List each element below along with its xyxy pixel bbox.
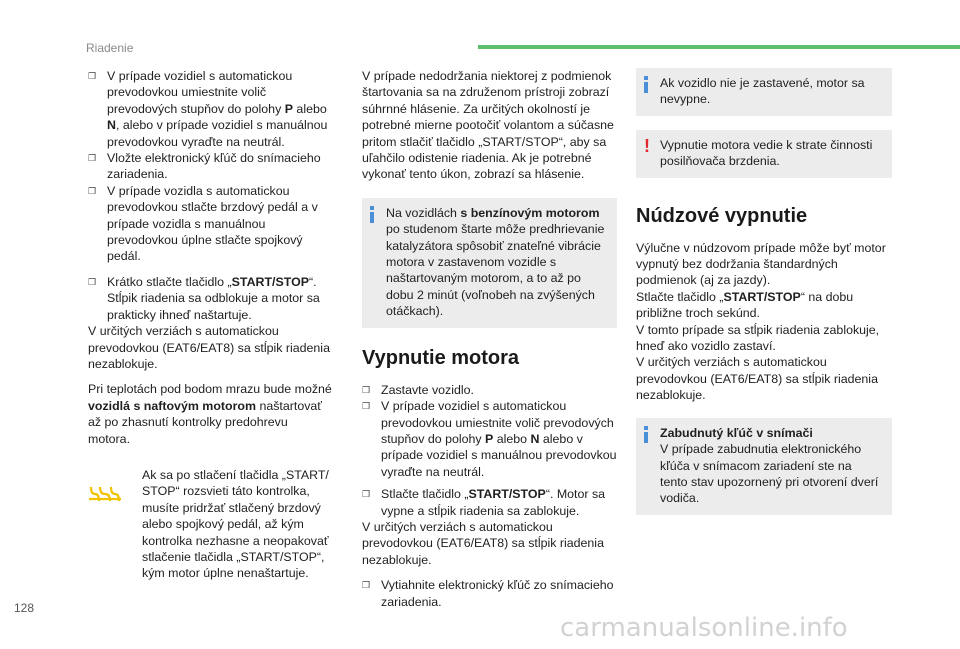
list-item: ❒ Vytiahnite elektronický kľúč zo snímacieho zariadenia. <box>362 578 614 609</box>
warning-icon: ! <box>644 135 650 156</box>
bullet-marker-icon: ❒ <box>88 71 97 81</box>
list-item: ❒ Zastavte vozidlo. <box>362 382 474 397</box>
column-2 <box>362 68 617 610</box>
paragraph: V prípade nedodržania niektorej z podmienok štartovania sa na združenom prístroji zobrazí súhrnné hlásenie. Za určitých okolností je potrebné mierne pootočiť volantom a súčasne pritom stlačiť tlačidlo „START/STOP“, aby sa uľahčilo odistenie riadenia. Ak je potrebné vykonať tento úkon, zobrazí sa hlásenie. <box>362 69 614 182</box>
bullet-marker-icon: ❒ <box>362 489 371 500</box>
paragraph: V tomto prípade sa stĺpik riadenia zablokuje, hneď ako vozidlo zastaví. <box>636 322 880 354</box>
list-item: ❒ V prípade vozidiel s automatickou prevodovkou umiestnite volič prevodových stupňov do polohy P alebo N, alebo v prípade vozidiel s manuálnou prevodovkou vyraďte na neutrál. <box>88 69 328 149</box>
column-1 <box>88 68 333 582</box>
preheat-coil-icon <box>88 485 122 503</box>
list-item: ❒ Stlačte tlačidlo „START/STOP“. Motor sa vypne a stĺpik riadenia sa zablokuje. <box>362 487 606 518</box>
list-item: ❒ Krátko stlačte tlačidlo „START/STOP“. Stĺpik riadenia sa odblokuje a motor sa prakticky ihneď naštartuje. <box>88 274 320 322</box>
paragraph: V určitých verziách s automatickou prevodovkou (EAT6/EAT8) sa stĺpik riadenia nezablokuje. <box>88 324 330 371</box>
column-3 <box>636 68 892 515</box>
page-number: 128 <box>14 601 35 615</box>
info-box: Ak vozidlo nie je zastavené, motor sa nevypne. <box>636 68 892 116</box>
bullet-marker-icon: ❒ <box>88 185 97 196</box>
header-accent-rule <box>478 45 960 49</box>
bullet-marker-icon: ❒ <box>362 384 371 395</box>
bullet-marker-icon: ❒ <box>362 401 371 412</box>
paragraph: V určitých verziách s automatickou prevodovkou (EAT6/EAT8) sa stĺpik riadenia nezablokuje. <box>362 519 604 567</box>
info-icon <box>644 76 648 93</box>
section-label: Riadenie <box>86 41 134 55</box>
info-icon <box>644 426 648 443</box>
preheat-note: Ak sa po stlačení tlačidla „START/ STOP“ rozsvieti táto kontrolka, musíte pridržať stlačený brzdový alebo spojkový pedál, až kým kontrolka nezhasne a neopakovať stlačenie tlačidla „START/STOP“, kým motor úplne nenaštartuje. <box>88 467 333 582</box>
info-icon <box>370 206 374 223</box>
warning-box: ! Vypnutie motora vedie k strate činnosti posilňovača brzdenia. <box>636 130 892 178</box>
paragraph: Pri teplotách pod bodom mrazu bude možné vozidlá s naftovým motorom naštartovať až po zhasnutí kontrolky predohrevu motora. <box>88 382 332 446</box>
info-box: Na vozidlách s benzínovým motorom po studenom štarte môže predhrievanie katalyzátora spôsobiť znateľné vibrácie motora v zastavenom vozidle s naštartovaným motorom, a to až po dobu 2 minút (voľnobeh na zvýšených otáčkach). <box>362 198 617 328</box>
section-heading: Núdzové vypnutie <box>636 204 808 227</box>
bullet-marker-icon: ❒ <box>88 276 97 287</box>
section-heading: Vypnutie motora <box>362 346 520 369</box>
list-item: ❒ Vložte elektronický kľúč do snímacieho zariadenia. <box>88 151 321 182</box>
paragraph: Stlačte tlačidlo „START/STOP“ na dobu približne troch sekúnd. <box>636 289 854 321</box>
list-item: ❒ V prípade vozidiel s automatickou prevodovkou umiestnite volič prevodových stupňov do polohy P alebo N alebo v prípade vozidiel s manuálnou prevodovkou vyraďte na neutrál. <box>362 399 617 479</box>
paragraph: V určitých verziách s automatickou prevodovkou (EAT6/EAT8) sa stĺpik riadenia nezablokuje. <box>636 355 878 403</box>
list-item: ❒ V prípade vozidla s automatickou prevodovkou stlačte brzdový pedál a v prípade vozidla s manuálnou prevodovkou úplne stlačte spojkový pedál. <box>88 183 318 264</box>
paragraph: Výlučne v núdzovom prípade môže byť motor vypnutý bez dodržania štandardných podmienok (aj za jazdy). <box>636 240 886 288</box>
watermark: carmanualsonline.info <box>560 613 848 643</box>
info-box: Zabudnutý kľúč v snímači V prípade zabudnutia elektronického kľúča v snímacom zariadení ste na tento stav upozornený pri otvorení dverí vodiča. <box>636 418 892 515</box>
bullet-marker-icon: ❒ <box>88 153 97 164</box>
bullet-marker-icon: ❒ <box>362 580 371 591</box>
